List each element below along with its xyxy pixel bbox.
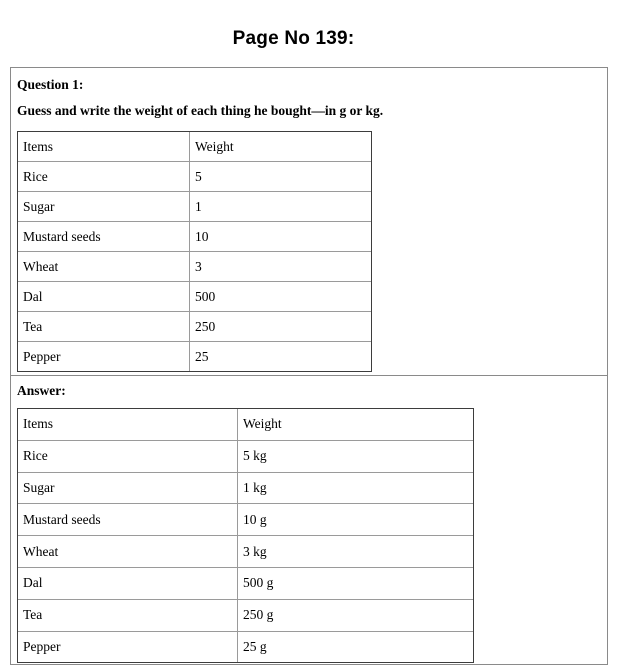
table-row — [18, 162, 372, 192]
cell-weight: 1 — [190, 192, 372, 222]
table-row — [18, 631, 474, 663]
column-header-weight: Weight — [238, 409, 474, 441]
question-text: Guess and write the weight of each thing he bought—in g or kg. — [17, 103, 384, 118]
page-title: Page No 139: — [232, 28, 355, 49]
cell-item: Mustard seeds — [18, 222, 190, 252]
cell-item: Rice — [18, 440, 238, 472]
cell-weight: 25 g — [238, 631, 474, 663]
question-table-body — [18, 132, 372, 372]
cell-item: Dal — [18, 282, 190, 312]
table-row — [18, 192, 372, 222]
cell-item: Tea — [18, 599, 238, 631]
column-header-items: Items — [18, 132, 190, 162]
table-row — [18, 440, 474, 472]
cell-weight: 250 g — [238, 599, 474, 631]
table-row — [18, 282, 372, 312]
cell-item: Sugar — [18, 192, 190, 222]
cell-item: Pepper — [18, 342, 190, 372]
question-section — [11, 68, 607, 376]
cell-item: Mustard seeds — [18, 504, 238, 536]
cell-weight: 10 g — [238, 504, 474, 536]
answer-table — [17, 408, 474, 663]
question-label: Question 1: — [17, 77, 84, 92]
table-row — [18, 599, 474, 631]
question-table — [17, 131, 372, 372]
cell-weight: 10 — [190, 222, 372, 252]
cell-item: Rice — [18, 162, 190, 192]
cell-weight: 3 kg — [238, 536, 474, 568]
cell-weight: 25 — [190, 342, 372, 372]
cell-item: Dal — [18, 567, 238, 599]
cell-weight: 3 — [190, 252, 372, 282]
column-header-weight: Weight — [190, 132, 372, 162]
cell-weight: 1 kg — [238, 472, 474, 504]
cell-item: Sugar — [18, 472, 238, 504]
table-row — [18, 342, 372, 372]
content-box — [10, 67, 608, 665]
table-header-row — [18, 132, 372, 162]
answer-section — [11, 376, 607, 654]
cell-item: Wheat — [18, 536, 238, 568]
cell-item: Tea — [18, 312, 190, 342]
table-row — [18, 252, 372, 282]
table-row — [18, 536, 474, 568]
answer-label: Answer: — [17, 383, 66, 398]
column-header-items: Items — [18, 409, 238, 441]
table-row — [18, 567, 474, 599]
cell-weight: 500 — [190, 282, 372, 312]
cell-weight: 250 — [190, 312, 372, 342]
table-row — [18, 472, 474, 504]
table-row — [18, 312, 372, 342]
table-row — [18, 504, 474, 536]
table-header-row — [18, 409, 474, 441]
cell-item: Pepper — [18, 631, 238, 663]
cell-weight: 5 — [190, 162, 372, 192]
cell-weight: 5 kg — [238, 440, 474, 472]
answer-table-body — [18, 409, 474, 663]
cell-weight: 500 g — [238, 567, 474, 599]
cell-item: Wheat — [18, 252, 190, 282]
table-row — [18, 222, 372, 252]
